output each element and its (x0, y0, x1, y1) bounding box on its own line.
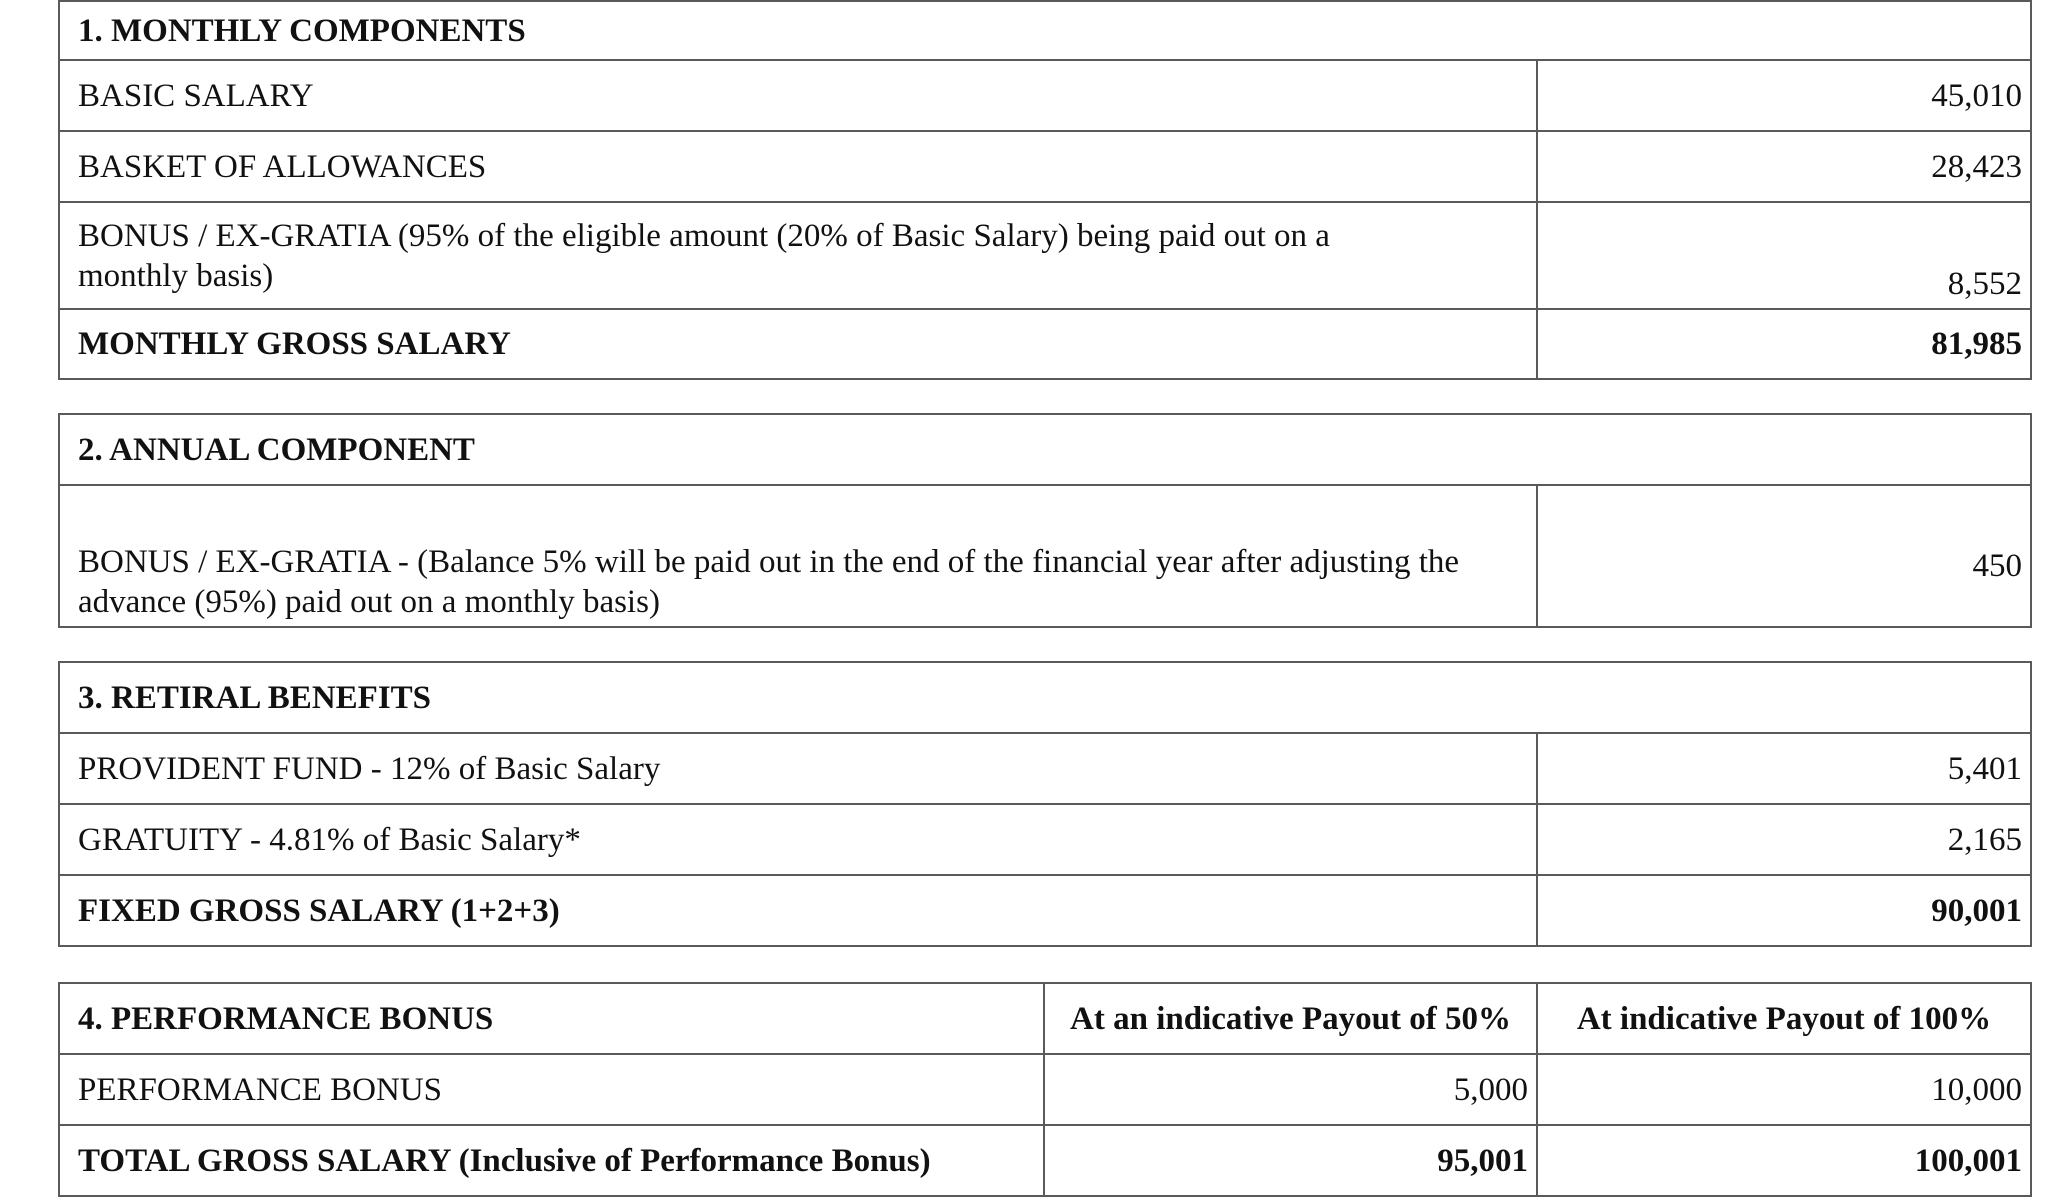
annual-component-title: 2. ANNUAL COMPONENT (59, 414, 2031, 485)
table-row (59, 202, 2031, 309)
row-value: 5,401 (1537, 733, 2031, 804)
row-value-50: 5,000 (1044, 1054, 1537, 1125)
fixed-gross-label: FIXED GROSS SALARY (1+2+3) (59, 875, 1537, 946)
table-row-total (59, 1125, 2031, 1196)
row-label: BASIC SALARY (59, 60, 1537, 131)
row-label: BASKET OF ALLOWANCES (59, 131, 1537, 202)
retiral-benefits-title: 3. RETIRAL BENEFITS (59, 662, 2031, 733)
retiral-benefits-table (58, 661, 2032, 947)
table-row (59, 1054, 2031, 1125)
payout-100-header: At indicative Payout of 100% (1537, 983, 2031, 1054)
table-row (59, 804, 2031, 875)
row-value: 2,165 (1537, 804, 2031, 875)
table-row (59, 131, 2031, 202)
total-gross-value-50: 95,001 (1044, 1125, 1537, 1196)
performance-bonus-title: 4. PERFORMANCE BONUS (59, 983, 1044, 1054)
table-row-total (59, 309, 2031, 379)
row-value: 8,552 (1537, 202, 2031, 309)
row-value: 450 (1537, 485, 2031, 627)
row-value: 28,423 (1537, 131, 2031, 202)
table-row (59, 60, 2031, 131)
row-label: BONUS / EX-GRATIA (95% of the eligible amount (20% of Basic Salary) being paid out on a monthly basis) (59, 202, 1537, 309)
performance-bonus-table (58, 982, 2032, 1197)
row-label: PERFORMANCE BONUS (59, 1054, 1044, 1125)
row-value-100: 10,000 (1537, 1054, 2031, 1125)
table-row (59, 733, 2031, 804)
total-gross-value-100: 100,001 (1537, 1125, 2031, 1196)
annual-component-table (58, 413, 2032, 628)
total-gross-label: TOTAL GROSS SALARY (Inclusive of Performance Bonus) (59, 1125, 1044, 1196)
row-label: GRATUITY - 4.81% of Basic Salary* (59, 804, 1537, 875)
table-row-total (59, 875, 2031, 946)
fixed-gross-value: 90,001 (1537, 875, 2031, 946)
monthly-gross-label: MONTHLY GROSS SALARY (59, 309, 1537, 379)
monthly-components-table (58, 0, 2032, 380)
payout-50-header: At an indicative Payout of 50% (1044, 983, 1537, 1054)
row-label: PROVIDENT FUND - 12% of Basic Salary (59, 733, 1537, 804)
table-row (59, 485, 2031, 627)
row-label: BONUS / EX-GRATIA - (Balance 5% will be paid out in the end of the financial year after adjusting the advance (95%) paid out on a monthly basis) (59, 485, 1537, 627)
row-value: 45,010 (1537, 60, 2031, 131)
monthly-components-title: 1. MONTHLY COMPONENTS (59, 1, 2031, 60)
monthly-gross-value: 81,985 (1537, 309, 2031, 379)
